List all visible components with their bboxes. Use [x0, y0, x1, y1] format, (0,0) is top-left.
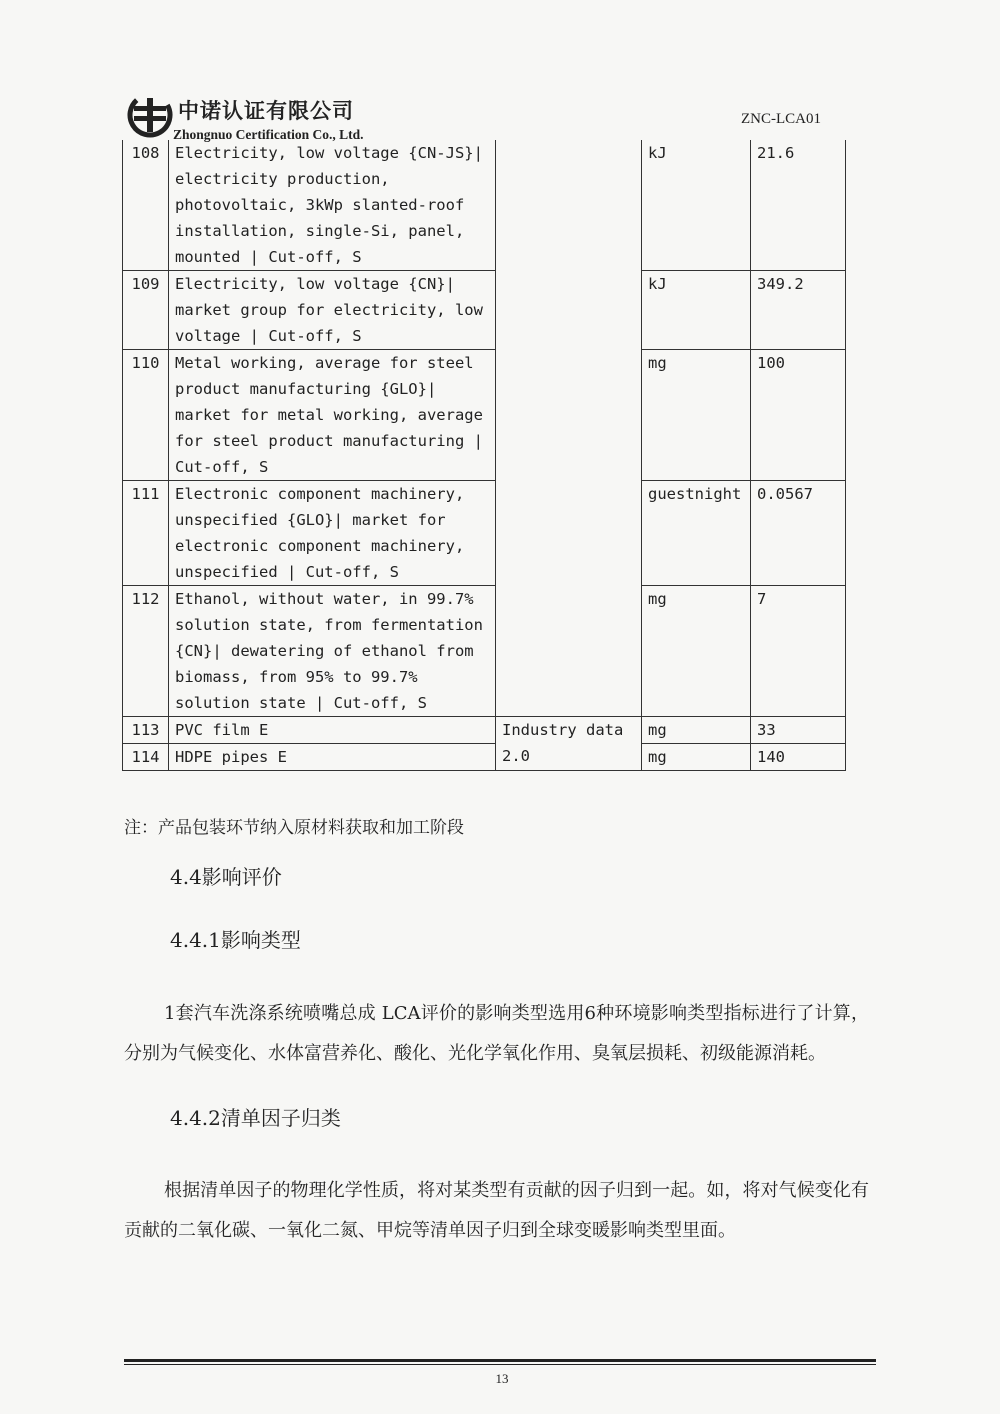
inventory-table	[122, 140, 846, 771]
unit-cell: kJ	[642, 271, 751, 350]
row-number: 113	[123, 717, 169, 744]
row-number: 111	[123, 481, 169, 586]
process-name: Electronic component machinery, unspecified {GLO}| market for electronic component machinery, unspecified | Cut-off, S	[169, 481, 496, 586]
data-source-cell: Industry data 2.0	[496, 717, 642, 771]
subsection-heading: 4.4.2清单因子归类	[170, 1106, 341, 1130]
company-logo-icon	[126, 92, 174, 138]
unit-cell: kJ	[642, 140, 751, 271]
company-name-cn: 中诺认证有限公司	[178, 99, 354, 123]
table-row	[123, 744, 846, 771]
company-name-en: Zhongnuo Certification Co., Ltd.	[173, 127, 364, 142]
table-row	[123, 271, 846, 350]
section-heading: 4.4影响评价	[170, 865, 282, 889]
subsection-heading: 4.4.1影响类型	[170, 928, 301, 952]
row-number: 114	[123, 744, 169, 771]
amount-cell: 349.2	[751, 271, 846, 350]
process-name: Metal working, average for steel product manufacturing {GLO}| market for metal working, average for steel product manufacturing | Cut-off, S	[169, 350, 496, 481]
amount-cell: 140	[751, 744, 846, 771]
footer-rule	[124, 1359, 876, 1362]
unit-cell: mg	[642, 350, 751, 481]
table-row	[123, 717, 846, 744]
footer-rule	[124, 1364, 876, 1365]
unit-cell: mg	[642, 717, 751, 744]
data-source-cell	[496, 140, 642, 717]
process-name: Electricity, low voltage {CN-JS}| electricity production, photovoltaic, 3kWp slanted-roof installation, single-Si, panel, mounted | Cut-off, S	[169, 140, 496, 271]
row-number: 109	[123, 271, 169, 350]
table-row	[123, 481, 846, 586]
amount-cell: 7	[751, 586, 846, 717]
row-number: 108	[123, 140, 169, 271]
amount-cell: 0.0567	[751, 481, 846, 586]
amount-cell: 21.6	[751, 140, 846, 271]
process-name: HDPE pipes E	[169, 744, 496, 771]
table-note: 注：产品包装环节纳入原材料获取和加工阶段	[124, 818, 464, 838]
amount-cell: 33	[751, 717, 846, 744]
document-code: ZNC-LCA01	[741, 111, 821, 127]
body-paragraph: 1套汽车洗涤系统喷嘴总成 LCA评价的影响类型选用6种环境影响类型指标进行了计算，分别为气候变化、水体富营养化、酸化、光化学氧化作用、臭氧层损耗、初级能源消耗。	[124, 1003, 869, 1064]
table-row	[123, 140, 846, 271]
table-row	[123, 586, 846, 717]
process-name: PVC film E	[169, 717, 496, 744]
unit-cell: mg	[642, 744, 751, 771]
page-number: 13	[495, 1371, 509, 1386]
unit-cell: guestnight	[642, 481, 751, 586]
unit-cell: mg	[642, 586, 751, 717]
table-row	[123, 350, 846, 481]
amount-cell: 100	[751, 350, 846, 481]
process-name: Ethanol, without water, in 99.7% solution state, from fermentation {CN}| dewatering of ethanol from biomass, from 95% to 99.7% solution state | Cut-off, S	[169, 586, 496, 717]
row-number: 110	[123, 350, 169, 481]
process-name: Electricity, low voltage {CN}| market group for electricity, low voltage | Cut-off, S	[169, 271, 496, 350]
row-number: 112	[123, 586, 169, 717]
body-paragraph: 根据清单因子的物理化学性质，将对某类型有贡献的因子归到一起。如，将对气候变化有贡献的二氧化碳、一氧化二氮、甲烷等清单因子归到全球变暖影响类型里面。	[124, 1180, 869, 1241]
